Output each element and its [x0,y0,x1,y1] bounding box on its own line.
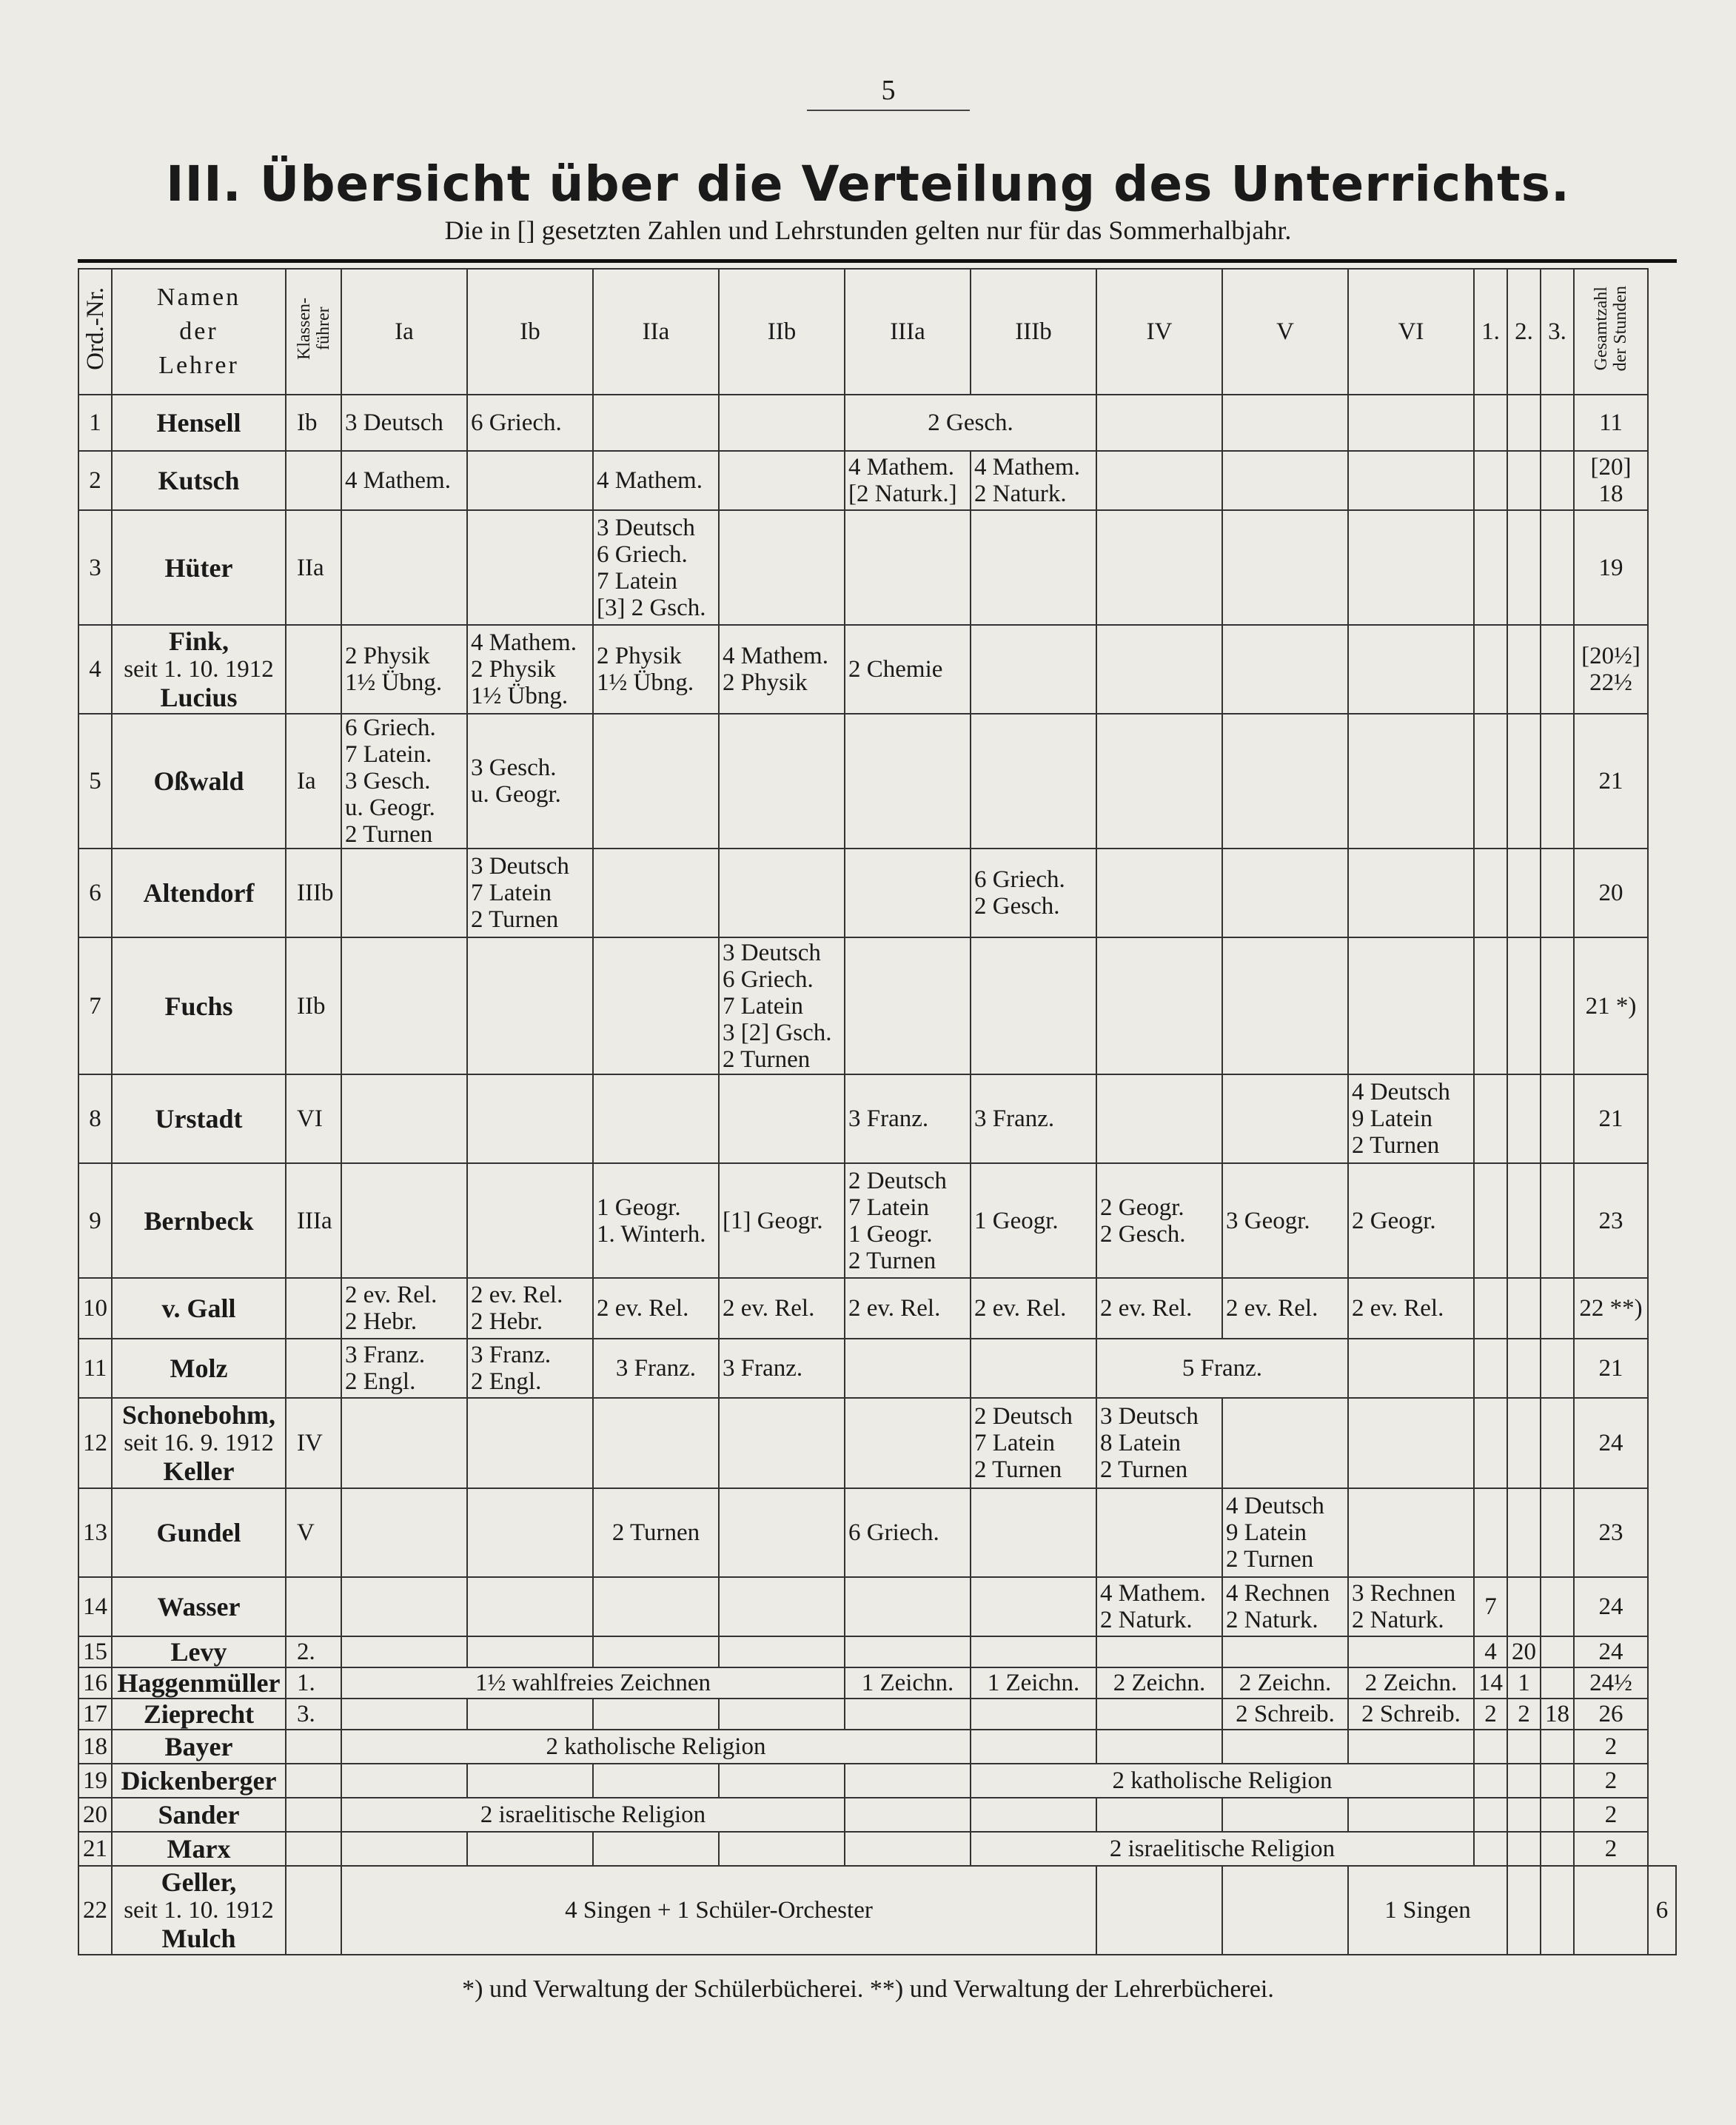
table-row: 8 Urstadt VI 3 Franz. 3 Franz. 4 Deutsch 9 Latein 2 Turnen 21 [78,1074,1676,1163]
table-row: 11 Molz 3 Franz. 2 Engl. 3 Franz. 2 Engl. 3 Franz. 3 Franz. 5 Franz. 21 [78,1339,1676,1398]
table-row: 22 Geller, seit 1. 10. 1912 Mulch 4 Singen + 1 Schüler-Orchester 1 Singen 6 [78,1866,1676,1955]
header-c2: 2. [1507,269,1541,395]
page-number-rule [807,110,970,111]
header-v: V [1222,269,1348,395]
table-row: 10 v. Gall 2 ev. Rel. 2 Hebr. 2 ev. Rel. 2 Hebr. 2 ev. Rel. 2 ev. Rel. 2 ev. Rel. 2 ev. Rel. 2 ev. Rel. 2 ev. Rel. 2 ev. Rel. 22 **) [78,1278,1676,1339]
header-c3: 3. [1541,269,1574,395]
teaching-distribution-table [78,268,1677,1955]
footnote: *) und Verwaltung der Schülerbücherei. **) und Verwaltung der Lehrerbücherei. [462,1975,1274,2003]
page-number: 5 [881,75,896,106]
header-gesamt: Gesamtzahl der Stunden [1574,269,1648,395]
table-row: 13 Gundel V 2 Turnen 6 Griech. 4 Deutsch 9 Latein 2 Turnen 23 [78,1488,1676,1577]
header-c1: 1. [1474,269,1507,395]
header-iiib: IIIb [971,269,1096,395]
page-title: III. Übersicht über die Verteilung des Unterrichts. [166,155,1570,212]
table-row: 1 Hensell Ib 3 Deutsch 6 Griech. 2 Gesch. 11 [78,395,1676,451]
table-row: 5 Oßwald Ia 6 Griech. 7 Latein. 3 Gesch. u. Geogr. 2 Turnen 3 Gesch. u. Geogr. 21 [78,714,1676,849]
table-row: 3 Hüter IIa 3 Deutsch 6 Griech. 7 Latein [3] 2 Gsch. 19 [78,510,1676,625]
table-row: 21 Marx 2 israelitische Religion 2 [78,1832,1676,1866]
table-row: 7 Fuchs IIb 3 Deutsch 6 Griech. 7 Latein 3 [2] Gsch. 2 Turnen 21 *) [78,937,1676,1074]
header-iv: IV [1096,269,1222,395]
page-subtitle: Die in [] gesetzten Zahlen und Lehrstunden gelten nur für das Sommerhalbjahr. [444,215,1292,245]
header-vi: VI [1348,269,1474,395]
header-ia: Ia [341,269,467,395]
table-row: 18 Bayer 2 katholische Religion 2 [78,1730,1676,1764]
header-names: Namen der Lehrer [112,269,286,395]
header-iia: IIa [593,269,719,395]
table-row: 14 Wasser 4 Mathem. 2 Naturk. 4 Rechnen 2 Naturk. 3 Rechnen 2 Naturk. 7 24 [78,1577,1676,1636]
header-iib: IIb [719,269,845,395]
table-row: 4 Fink, seit 1. 10. 1912 Lucius 2 Physik 1½ Übng. 4 Mathem. 2 Physik 1½ Übng. 2 Physik 1½ Übng. 4 Mathem. 2 Physik 2 Chemie [20½] 22½ [78,625,1676,714]
header-row [78,269,1676,395]
header-ib: Ib [467,269,593,395]
table-row: 9 Bernbeck IIIa 1 Geogr. 1. Winterh. [1] Geogr. 2 Deutsch 7 Latein 1 Geogr. 2 Turnen 1 Geogr. 2 Geogr. 2 Gesch. 3 Geogr. 2 Geogr. 23 [78,1163,1676,1278]
table-row: 20 Sander 2 israelitische Religion 2 [78,1798,1676,1832]
table-row: 16 Haggenmüller 1. 1½ wahlfreies Zeichnen 1 Zeichn. 1 Zeichn. 2 Zeichn. 2 Zeichn. 2 Zeichn. 14 1 24½ [78,1667,1676,1699]
table-row: 6 Altendorf IIIb 3 Deutsch 7 Latein 2 Turnen 6 Griech. 2 Gesch. 20 [78,849,1676,937]
table-row: 12 Schonebohm, seit 16. 9. 1912 Keller IV 2 Deutsch 7 Latein 2 Turnen 3 Deutsch 8 Latein 2 Turnen 24 [78,1398,1676,1488]
table-row: 17 Zieprecht 3. 2 Schreib. 2 Schreib. 2 2 18 26 [78,1699,1676,1730]
table-row: 2 Kutsch 4 Mathem. 4 Mathem. 4 Mathem. [2 Naturk.] 4 Mathem. 2 Naturk. [20] 18 [78,451,1676,510]
header-klassenfuehrer: Klassen- führer [286,269,341,395]
table-row: 15 Levy 2. 4 20 24 [78,1636,1676,1667]
table-top-rule [78,259,1677,263]
header-ord: Ord.-Nr. [78,269,112,395]
table-row: 19 Dickenberger 2 katholische Religion 2 [78,1764,1676,1798]
header-iiia: IIIa [845,269,971,395]
